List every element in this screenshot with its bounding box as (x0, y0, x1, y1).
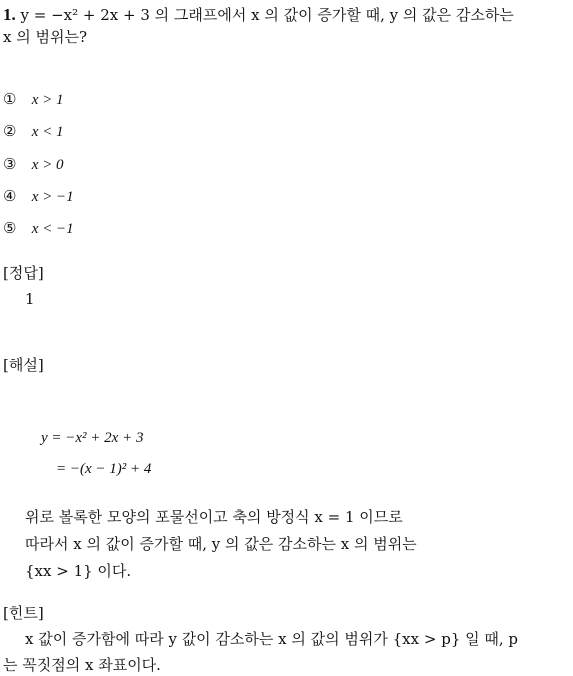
hint-line-1: x 값이 증가함에 따라 y 값이 감소하는 x 의 값의 범위가 {xx > p} 일 때, p (25, 630, 519, 648)
explanation-line-3: {xx > 1} 이다. (25, 562, 132, 580)
explanation-line-2: 따라서 x 의 값이 증가할 때, y 의 값은 감소하는 x 의 범위는 (25, 535, 417, 553)
question-line-2: x 의 범위는? (3, 28, 87, 46)
explanation-line-1: 위로 볼록한 모양의 포물선이고 축의 방정식 x = 1 이므로 (25, 508, 403, 526)
choice-3[interactable] (3, 153, 64, 176)
choice-4-number: ④ (3, 187, 17, 205)
choice-2-number: ② (3, 122, 17, 140)
choice-4[interactable] (3, 185, 74, 208)
explanation-header: [해설] (3, 356, 44, 374)
choice-1[interactable] (3, 88, 64, 111)
choice-2[interactable] (3, 120, 64, 143)
choice-5-text: x < −1 (31, 221, 74, 237)
choice-3-number: ③ (3, 155, 17, 173)
hint-line-2: 는 꼭짓점의 x 좌표이다. (3, 656, 161, 674)
question-line-1 (3, 4, 514, 26)
answer-header: [정답] (3, 264, 44, 282)
answer-value: 1 (25, 290, 35, 308)
choice-5[interactable] (3, 217, 74, 240)
choice-5-number: ⑤ (3, 219, 17, 237)
choice-3-text: x > 0 (31, 157, 64, 173)
choice-4-text: x > −1 (31, 189, 74, 205)
explanation-equation-2: = −(x − 1)² + 4 (56, 461, 152, 477)
question-text-1: y = −x² + 2x + 3 의 그래프에서 x 의 값이 증가할 때, y 의 값은 감소하는 (20, 6, 514, 24)
question-number: 1. (3, 5, 16, 24)
choice-2-text: x < 1 (31, 124, 64, 140)
choice-1-number: ① (3, 90, 17, 108)
hint-header: [힌트] (3, 604, 44, 622)
choice-1-text: x > 1 (31, 92, 64, 108)
explanation-equation-1: y = −x² + 2x + 3 (41, 430, 144, 446)
